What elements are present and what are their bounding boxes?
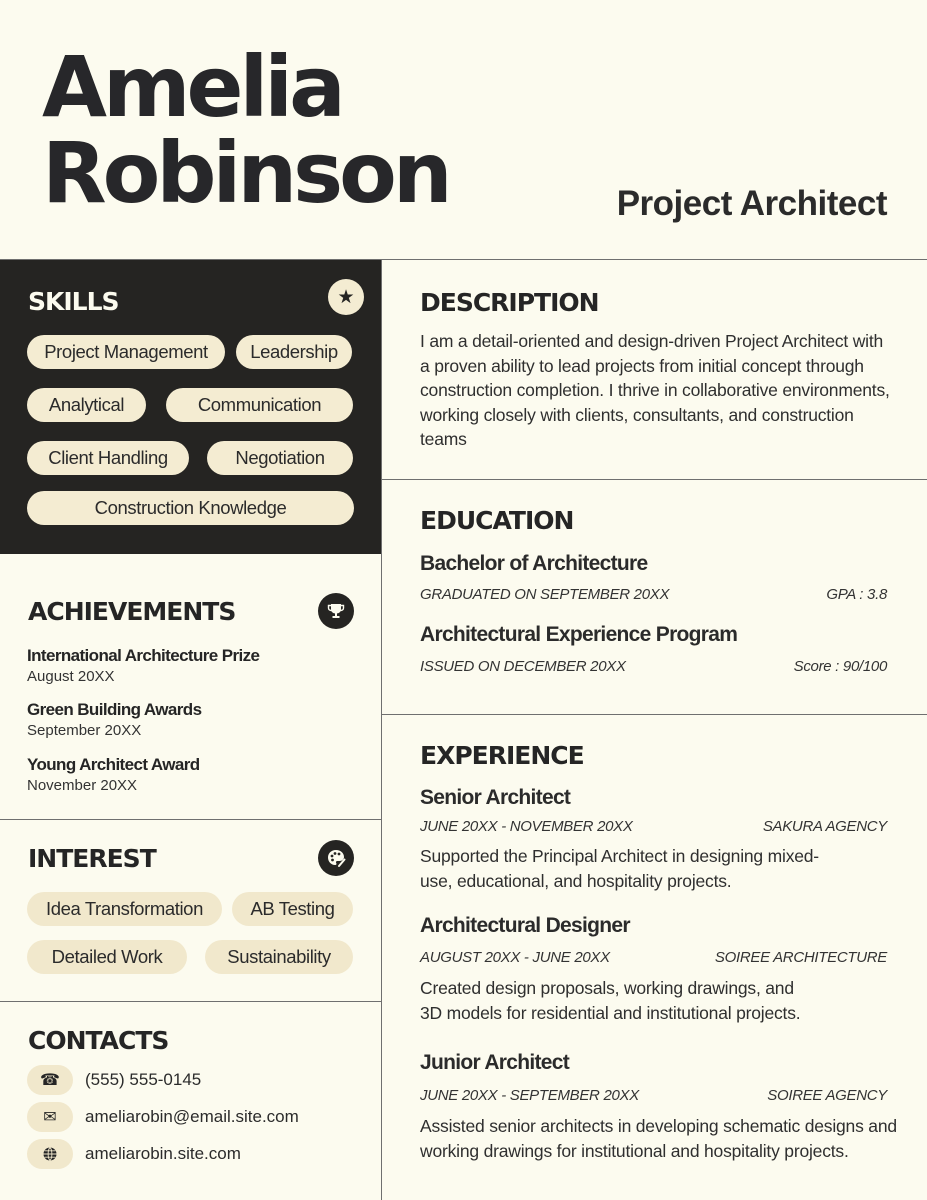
achievement-name: International Architecture Prize — [27, 646, 260, 665]
skill-pill: Client Handling — [27, 441, 189, 475]
skill-pill: Construction Knowledge — [27, 491, 354, 525]
experience-title: EXPERIENCE — [420, 741, 584, 770]
achievement-name: Young Architect Award — [27, 755, 200, 774]
education-title: EDUCATION — [420, 506, 574, 535]
experience-company: SAKURA AGENCY — [762, 818, 887, 835]
description-text: I am a detail-oriented and design-driven Project Architect with a proven ability to lead projects from initial concept through construction completion. I thrive in collaborative environments, working closely with clients, consultants, and construction teams — [420, 331, 890, 449]
education-section — [382, 480, 927, 715]
star-icon: ★ — [328, 279, 364, 315]
globe-icon — [27, 1139, 73, 1169]
description-title: DESCRIPTION — [420, 288, 599, 317]
website-text[interactable]: ameliarobin.site.com — [85, 1144, 241, 1163]
experience-text: Assisted senior architects in developing schematic designs and working drawings for institutional and hospitality projects. — [420, 1116, 897, 1161]
phone-text: (555) 555-0145 — [85, 1070, 202, 1089]
last-name: Robinson — [42, 124, 449, 222]
envelope-icon: ✉ — [27, 1102, 73, 1132]
achievement-item — [27, 646, 259, 685]
email-text[interactable]: ameliarobin@email.site.com — [85, 1107, 299, 1126]
education-degree: Bachelor of Architecture — [420, 552, 648, 575]
trophy-icon — [318, 593, 354, 629]
achievement-name: Green Building Awards — [27, 700, 202, 719]
achievement-date: September 20XX — [27, 722, 142, 739]
experience-role: Architectural Designer — [420, 914, 630, 937]
resume-header — [0, 0, 927, 260]
education-meta — [420, 658, 887, 675]
interest-pill: Detailed Work — [27, 940, 187, 974]
education-score: GPA : 3.8 — [826, 586, 887, 603]
achievement-item — [27, 700, 201, 739]
skill-pill: Analytical — [27, 388, 146, 422]
palette-icon — [318, 840, 354, 876]
job-title: Project Architect — [616, 184, 887, 223]
skills-section — [0, 260, 381, 554]
first-name: Amelia — [42, 38, 342, 136]
experience-meta — [420, 1087, 887, 1104]
achievement-date: August 20XX — [27, 668, 115, 685]
education-date: ISSUED ON DECEMBER 20XX — [420, 658, 626, 675]
experience-meta — [420, 818, 887, 835]
achievement-item — [27, 755, 200, 794]
contacts-section — [0, 1002, 381, 1200]
skill-pill: Negotiation — [207, 441, 353, 475]
interest-pill: Idea Transformation — [27, 892, 222, 926]
experience-company: SOIREE ARCHITECTURE — [714, 949, 887, 966]
full-name — [42, 38, 449, 222]
contacts-title: CONTACTS — [28, 1026, 169, 1055]
experience-dates: AUGUST 20XX - JUNE 20XX — [420, 949, 610, 966]
achievements-section — [0, 555, 381, 820]
interest-pill: Sustainability — [205, 940, 353, 974]
experience-text: Created design proposals, working drawings, and 3D models for residential and institutional projects. — [420, 978, 801, 1023]
skill-pill: Leadership — [236, 335, 352, 369]
experience-role: Junior Architect — [420, 1051, 570, 1074]
experience-dates: JUNE 20XX - SEPTEMBER 20XX — [420, 1087, 639, 1104]
education-degree: Architectural Experience Program — [420, 623, 738, 646]
skill-pill: Project Management — [27, 335, 225, 369]
education-score: Score : 90/100 — [793, 658, 887, 675]
contact-phone — [27, 1065, 201, 1095]
contact-website — [27, 1139, 241, 1169]
interest-pill: AB Testing — [232, 892, 353, 926]
description-section — [382, 260, 927, 480]
achievement-date: November 20XX — [27, 777, 138, 794]
interest-title: INTEREST — [28, 844, 156, 873]
experience-meta — [420, 949, 887, 966]
interest-section — [0, 820, 381, 1002]
experience-dates: JUNE 20XX - NOVEMBER 20XX — [420, 818, 633, 835]
experience-role: Senior Architect — [420, 786, 571, 809]
education-date: GRADUATED ON SEPTEMBER 20XX — [420, 586, 670, 603]
phone-icon: ☎ — [27, 1065, 73, 1095]
experience-company: SOIREE AGENCY — [767, 1087, 887, 1104]
contact-email — [27, 1102, 299, 1132]
education-meta — [420, 586, 887, 603]
experience-text: Supported the Principal Architect in designing mixed-use, educational, and hospitality projects. — [420, 846, 819, 891]
achievements-title: ACHIEVEMENTS — [28, 597, 236, 626]
skills-title: SKILLS — [28, 287, 119, 316]
experience-section — [382, 715, 927, 1200]
skill-pill: Communication — [166, 388, 353, 422]
